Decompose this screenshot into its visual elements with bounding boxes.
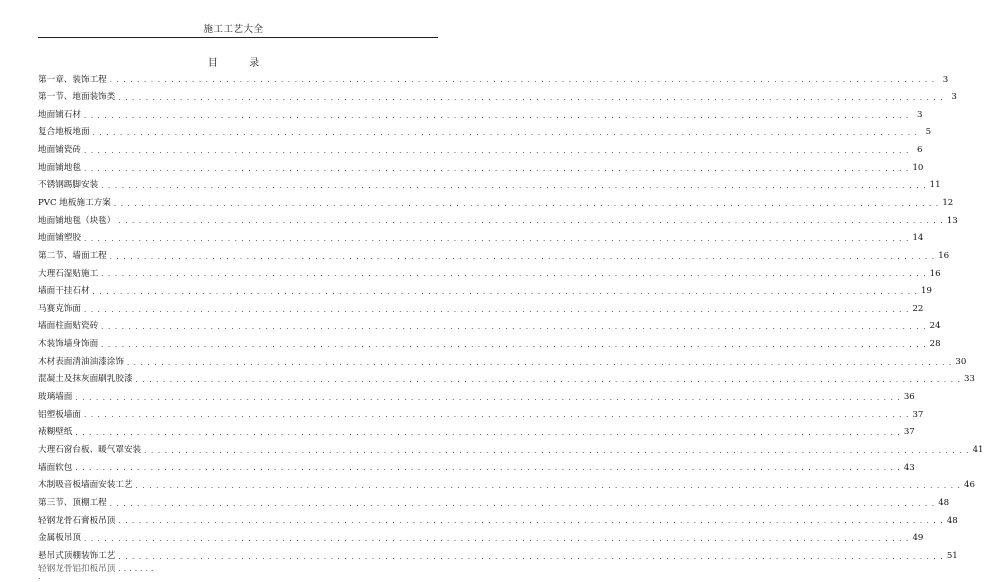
toc-entry-page-number: 28	[929, 339, 941, 350]
dot-leader	[75, 395, 900, 402]
toc-entry-label: 不锈钢踢脚安装	[38, 180, 99, 191]
toc-entry-page-number: 30	[955, 356, 967, 367]
toc-entry-page-number: 3	[942, 74, 949, 85]
toc-entry-label: PVC 地板施工方案	[38, 198, 111, 208]
dot-leader	[84, 113, 909, 120]
toc-entry-label: 玻璃墙面	[38, 392, 73, 403]
dot-leader	[101, 183, 926, 190]
toc-entry-page-number: 14	[912, 233, 924, 244]
toc-entry-label: 木材表面清油油漆涂饰	[38, 356, 124, 367]
toc-entry-label: 地面铺石材	[38, 109, 81, 120]
toc-entry-label: 墙面干挂石材	[38, 286, 90, 297]
toc-entry-label: 悬吊式顶棚装饰工艺	[38, 550, 116, 561]
dot-leader	[84, 307, 909, 314]
toc-entry-label: 墙面柱面贴瓷砖	[38, 321, 99, 332]
toc-entry-label: 第一章、装饰工程	[38, 74, 107, 85]
toc-entry-page-number: 16	[929, 268, 941, 279]
toc-entry-label: 墙面软包	[38, 462, 73, 473]
toc-entry-label: 复合地板地面	[38, 127, 90, 138]
toc-entry[interactable]	[38, 159, 924, 177]
dot-leader	[93, 130, 918, 137]
toc-entry[interactable]	[38, 89, 957, 107]
dot-leader	[84, 412, 909, 419]
toc-entry-label: 大理石窗台板、暖气罩安装	[38, 444, 142, 455]
toc-entry[interactable]	[38, 530, 924, 548]
toc-entry[interactable]	[38, 71, 949, 89]
dot-leader	[101, 342, 926, 349]
toc-entry[interactable]	[38, 459, 915, 477]
table-of-contents	[38, 71, 984, 565]
toc-entry-label: 第三节、顶棚工程	[38, 497, 107, 508]
toc-entry[interactable]	[38, 353, 967, 371]
toc-entry-page-number: 16	[938, 250, 950, 261]
toc-entry[interactable]	[38, 547, 958, 565]
dot-leader	[84, 148, 909, 155]
toc-entry[interactable]	[38, 371, 975, 389]
toc-entry-label: 混凝土及抹灰面刷乳胶漆	[38, 374, 133, 385]
toc-entry-page-number: 22	[912, 303, 924, 314]
toc-entry-label: 轻钢龙骨石膏板吊顶	[38, 515, 116, 526]
toc-entry-page-number: 41	[972, 444, 984, 455]
toc-entry[interactable]	[38, 212, 958, 230]
dot-leader	[84, 236, 909, 243]
toc-entry[interactable]	[38, 300, 924, 318]
dot-leader	[84, 166, 909, 173]
toc-entry-page-number: 49	[912, 533, 924, 544]
toc-entry[interactable]	[38, 194, 954, 212]
dot-leader	[110, 254, 935, 261]
toc-entry-page-number: 3	[916, 109, 923, 120]
dot-leader	[144, 448, 969, 455]
toc-entry-page-number: 19	[921, 286, 932, 297]
toc-entry-page-number: 10	[912, 162, 924, 173]
toc-entry[interactable]	[38, 247, 950, 265]
dot-leader	[136, 377, 961, 384]
dot-leader	[101, 271, 926, 278]
toc-entry-page-number: 13	[946, 215, 958, 226]
toc-entry-label: 第一节、地面装饰类	[38, 92, 116, 103]
toc-entry-page-number: 11	[929, 180, 941, 191]
dot-leader	[118, 554, 943, 561]
toc-entry-page-number: 36	[903, 392, 915, 403]
toc-entry-label: 地面铺地毯（块毯）	[38, 215, 116, 226]
toc-entry-label: 金属板吊顶	[38, 533, 81, 544]
toc-entry-page-number: 46	[964, 480, 975, 491]
toc-entry[interactable]	[38, 177, 941, 195]
toc-entry-page-number: 37	[903, 427, 915, 438]
toc-entry-label: 马赛克饰面	[38, 303, 81, 314]
toc-entry-page-number: 33	[964, 374, 975, 385]
toc-entry[interactable]	[38, 424, 915, 442]
toc-entry[interactable]	[38, 283, 932, 301]
toc-title: 目 录	[207, 58, 274, 69]
toc-entry-label: 地面铺塑胶	[38, 233, 81, 244]
dot-leader	[114, 201, 939, 208]
toc-entry-page-number: 37	[912, 409, 924, 420]
dot-leader	[110, 77, 935, 84]
header-rule	[38, 37, 438, 38]
toc-entry-label: 第二节、墙面工程	[38, 250, 107, 261]
dot-leader	[93, 289, 918, 296]
dot-leader	[84, 536, 909, 543]
toc-entry-page-number: 48	[938, 497, 950, 508]
toc-entry[interactable]	[38, 230, 924, 248]
toc-entry[interactable]	[38, 512, 958, 530]
dot-leader	[101, 324, 926, 331]
toc-entry-label: 大理石湿贴施工	[38, 268, 99, 279]
toc-entry[interactable]	[38, 265, 941, 283]
toc-entry[interactable]	[38, 124, 932, 142]
toc-entry[interactable]	[38, 477, 975, 495]
dot-leader	[118, 218, 943, 225]
toc-entry-label: 地面铺瓷砖	[38, 145, 81, 156]
toc-entry[interactable]	[38, 142, 923, 160]
toc-entry[interactable]	[38, 406, 924, 424]
toc-entry-page-number: 24	[929, 321, 941, 332]
toc-entry-page-number: 6	[916, 145, 923, 156]
toc-entry[interactable]	[38, 106, 923, 124]
truncated-next-entry: 轻钢龙骨铝扣板吊顶 . . . . . . . .	[38, 564, 154, 582]
toc-entry[interactable]	[38, 494, 950, 512]
toc-entry[interactable]	[38, 389, 915, 407]
dot-leader	[136, 483, 961, 490]
dot-leader	[75, 465, 900, 472]
dot-leader	[118, 518, 943, 525]
toc-entry-label: 木装饰墙身饰面	[38, 339, 99, 350]
toc-entry-label: 铝塑板墙面	[38, 409, 81, 420]
toc-entry-page-number: 3	[951, 92, 957, 103]
dot-leader	[127, 360, 952, 367]
toc-entry-page-number: 43	[903, 462, 915, 473]
toc-entry[interactable]	[38, 318, 941, 336]
toc-entry-page-number: 5	[925, 127, 932, 138]
toc-entry-label: 裱糊壁纸	[38, 427, 73, 438]
toc-entry-page-number: 48	[946, 515, 958, 526]
running-header-title: 施工工艺大全	[203, 24, 264, 35]
toc-entry[interactable]	[38, 441, 984, 459]
dot-leader	[118, 95, 943, 102]
toc-entry-page-number: 51	[946, 550, 958, 561]
dot-leader	[75, 430, 900, 437]
dot-leader	[110, 501, 935, 508]
toc-entry-label: 木制吸音板墙面安装工艺	[38, 480, 133, 491]
toc-entry[interactable]	[38, 336, 941, 354]
toc-entry-page-number: 12	[942, 198, 954, 208]
toc-entry-label: 地面铺地毯	[38, 162, 81, 173]
